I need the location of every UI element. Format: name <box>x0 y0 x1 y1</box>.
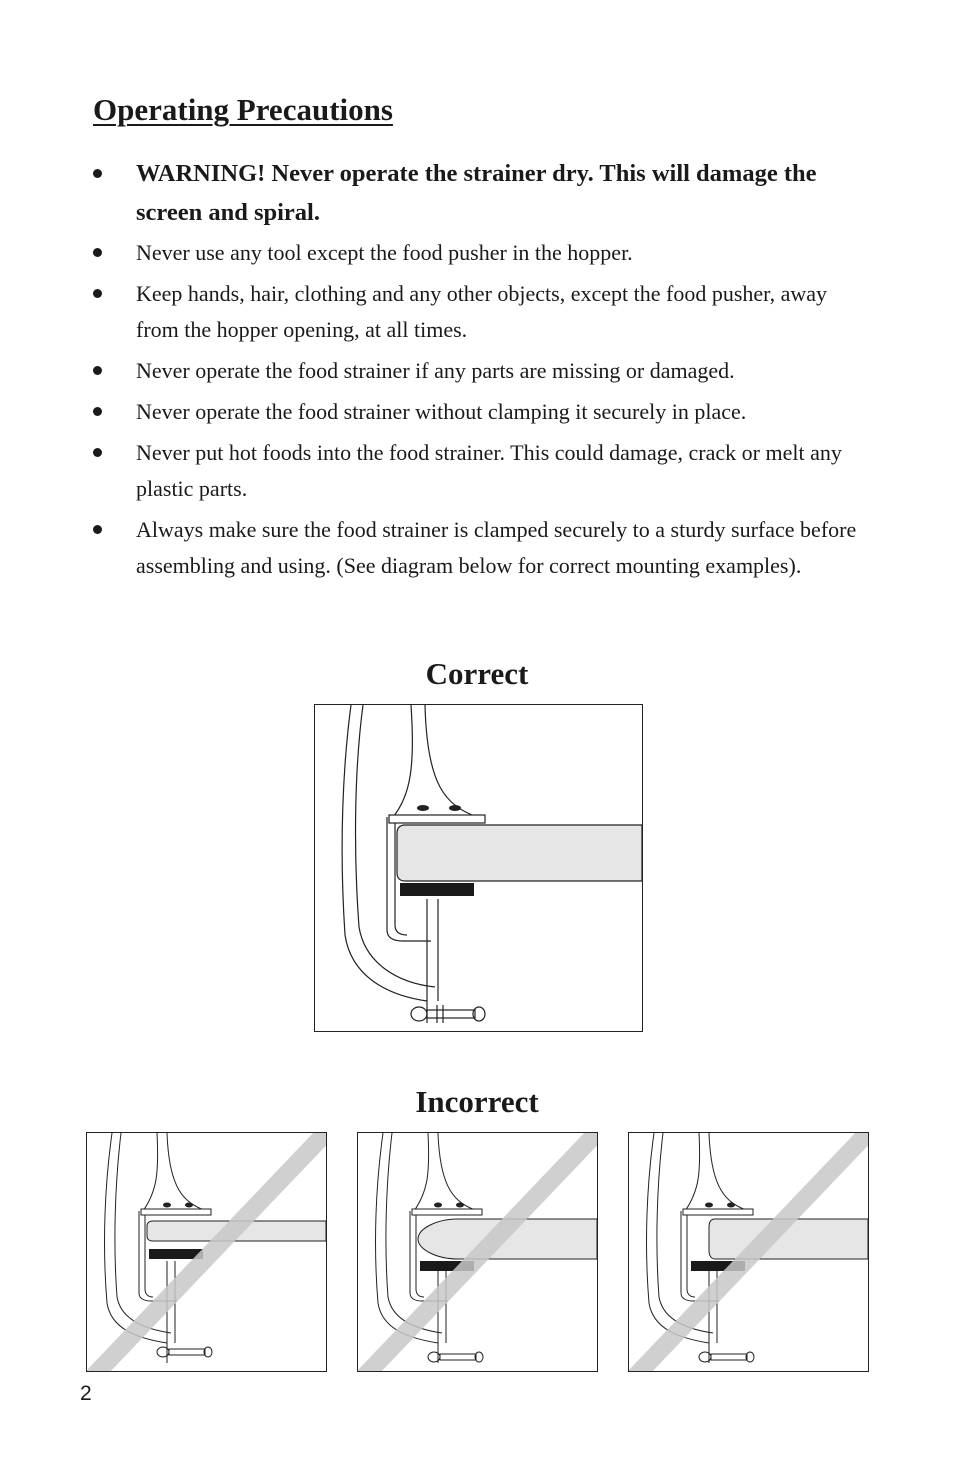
incorrect-clamp-diagram-3 <box>628 1132 869 1372</box>
bullet-icon <box>93 407 102 416</box>
precaution-item <box>93 394 873 430</box>
bullet-icon <box>93 366 102 375</box>
precaution-item <box>93 235 873 271</box>
incorrect-clamp-diagram-1 <box>86 1132 327 1372</box>
page-number: 2 <box>80 1382 92 1405</box>
precaution-text: WARNING! Never operate the strainer dry. This will damage the screen and spiral. <box>136 160 817 226</box>
precaution-item <box>93 435 873 507</box>
incorrect-clamp-diagram-2 <box>357 1132 598 1372</box>
bullet-icon <box>93 448 102 457</box>
precaution-item <box>93 353 873 389</box>
precaution-item <box>93 512 873 584</box>
precaution-text: Keep hands, hair, clothing and any other objects, except the food pusher, away from the hopper opening, at all times. <box>136 281 828 342</box>
precaution-text: Always make sure the food strainer is clamped securely to a sturdy surface before assembling and using. (See diagram below for correct mounting examples). <box>136 517 857 578</box>
precaution-text: Never use any tool except the food pusher in the hopper. <box>136 240 633 265</box>
bullet-icon <box>93 525 102 534</box>
precaution-text: Never operate the food strainer if any parts are missing or damaged. <box>136 358 735 383</box>
precaution-item-warning <box>93 154 873 232</box>
incorrect-heading: Incorrect <box>415 1084 539 1119</box>
correct-clamp-diagram <box>314 704 643 1032</box>
page-title: Operating Precautions <box>93 92 393 127</box>
precaution-text: Never operate the food strainer without clamping it securely in place. <box>136 399 747 424</box>
precaution-text: Never put hot foods into the food strainer. This could damage, crack or melt any plastic parts. <box>136 440 842 501</box>
precaution-item <box>93 276 873 348</box>
bullet-icon <box>93 248 102 257</box>
correct-heading: Correct <box>425 656 529 691</box>
bullet-icon <box>93 169 102 178</box>
precautions-list <box>93 154 873 589</box>
bullet-icon <box>93 289 102 298</box>
